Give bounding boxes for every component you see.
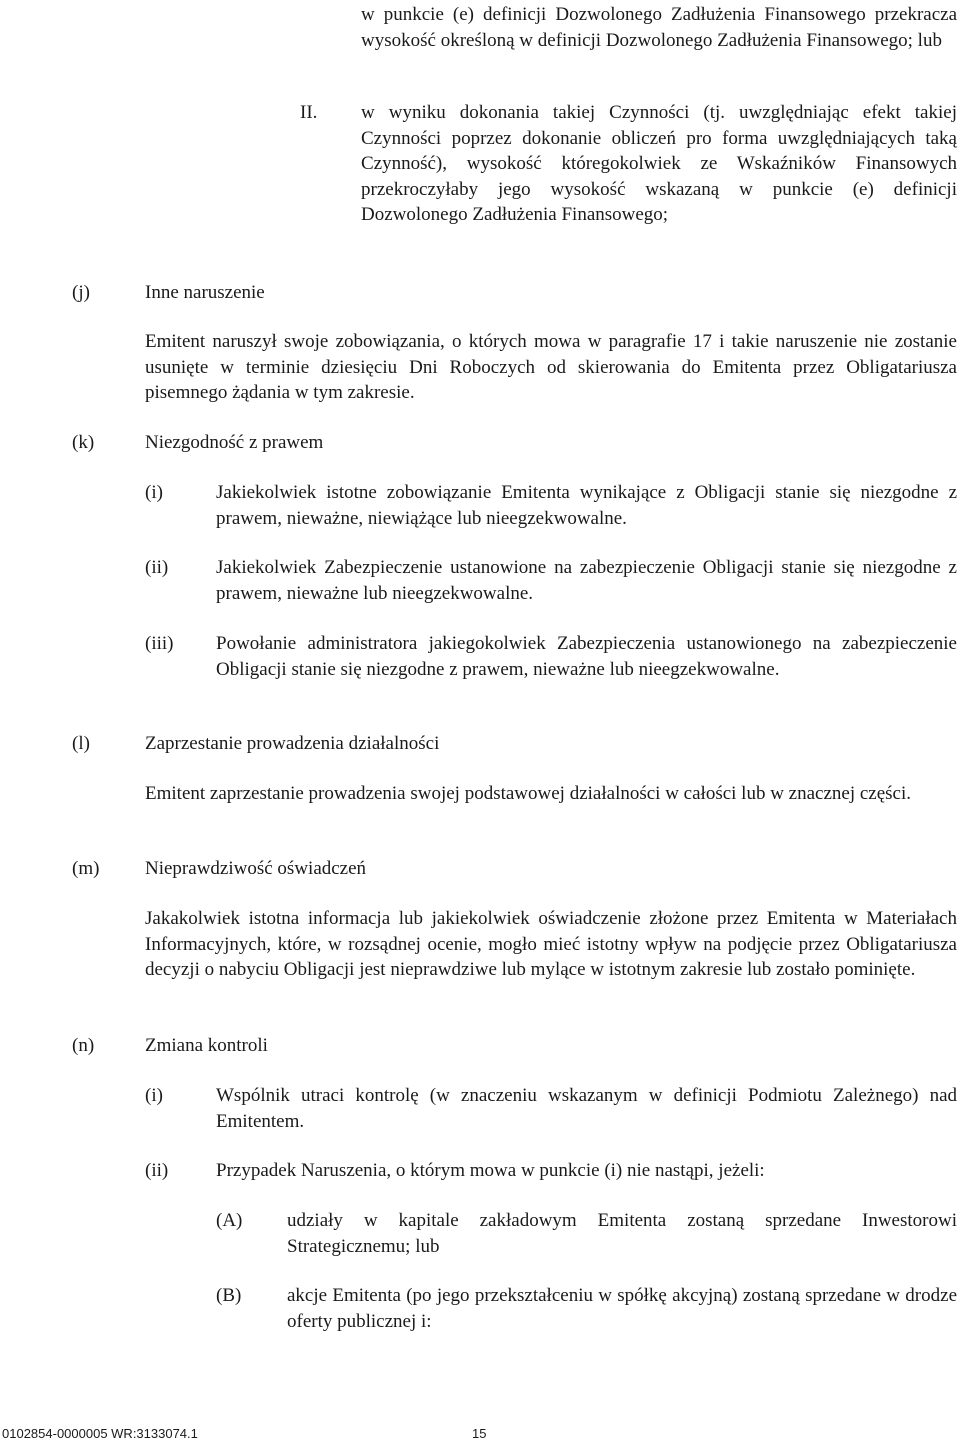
section-l-heading: Zaprzestanie prowadzenia działalności [145, 733, 440, 754]
section-l-body: Emitent zaprzestanie prowadzenia swojej podstawowej działalności w całości lub w znacznej części. [145, 783, 912, 804]
section-m-body: Jakakolwiek istotna informacja lub jakiekolwiek oświadczenie złożone przez Emitenta w Materiałach Informacyjnych, które, w rozsądnej ocenie, mogło mieć istotny wpływ na podjęcie przez Obligatariusza decyzji o nabyciu Obligacji jest nieprawdziwe lub mylące w istotnym zakresie lub zostało pominięte. [145, 908, 957, 980]
section-j-marker: (j) [72, 282, 90, 303]
section-k-item-2-marker: (ii) [145, 557, 169, 578]
section-n-subitem-A-text: udziały w kapitale zakładowym Emitenta zostaną sprzedane Inwestorowi Strategicznemu; lub [287, 1210, 957, 1257]
item-II-text: w wyniku dokonania takiej Czynności (tj. uwzględniając efekt takiej Czynności poprzez dokonanie obliczeń pro forma uwzględniających taką Czynność), wysokość któregokolwiek ze Wskaźników Finansowych przekroczyłaby jego wysokość wskazaną w punkcie (e) definicji Dozwolonego Zadłużenia Finansowego; [361, 102, 957, 225]
section-n-subitem-A-marker: (A) [216, 1210, 243, 1231]
section-l-marker: (l) [72, 733, 90, 754]
section-k-heading: Niezgodność z prawem [145, 432, 324, 453]
section-n-subitem-B-text: akcje Emitenta (po jego przekształceniu w spółkę akcyjną) zostaną sprzedane w drodze oferty publicznej i: [287, 1285, 957, 1332]
section-n-item-2-text: Przypadek Naruszenia, o którym mowa w punkcie (i) nie nastąpi, jeżeli: [216, 1160, 765, 1181]
section-n-item-1-text: Wspólnik utraci kontrolę (w znaczeniu wskazanym w definicji Podmiotu Zależnego) nad Emitentem. [216, 1085, 957, 1132]
section-n-item-1-marker: (i) [145, 1085, 163, 1106]
section-k-item-1-marker: (i) [145, 482, 163, 503]
section-m-marker: (m) [72, 858, 100, 879]
section-k-marker: (k) [72, 432, 95, 453]
section-n-subitem-B-marker: (B) [216, 1285, 242, 1306]
section-n-marker: (n) [72, 1035, 95, 1056]
section-k-item-2-text: Jakiekolwiek Zabezpieczenie ustanowione na zabezpieczenie Obligacji stanie się niezgodne z prawem, nieważne lub nieegzekwowalne. [216, 557, 957, 604]
section-n-heading: Zmiana kontroli [145, 1035, 268, 1056]
section-k-item-3-marker: (iii) [145, 633, 174, 654]
footer-document-id: 0102854-0000005 WR:3133074.1 [2, 1426, 198, 1441]
section-m-heading: Nieprawdziwość oświadczeń [145, 858, 367, 879]
section-n-item-2-marker: (ii) [145, 1160, 169, 1181]
item-II-marker: II. [300, 102, 318, 123]
continuation-paragraph: w punkcie (e) definicji Dozwolonego Zadłużenia Finansowego przekracza wysokość określoną w definicji Dozwolonego Zadłużenia Finansowego; lub [361, 4, 957, 51]
section-j-body: Emitent naruszył swoje zobowiązania, o których mowa w paragrafie 17 i takie naruszenie nie zostanie usunięte w terminie dziesięciu Dni Roboczych od skierowania do Emitenta przez Obligatariusza pisemnego żądania w tym zakresie. [145, 331, 957, 403]
section-j-heading: Inne naruszenie [145, 282, 265, 303]
page-number: 15 [472, 1426, 487, 1441]
section-k-item-3-text: Powołanie administratora jakiegokolwiek Zabezpieczenia ustanowionego na zabezpieczenie Obligacji stanie się niezgodne z prawem, nieważne lub nieegzekwowalne. [216, 633, 957, 680]
section-k-item-1-text: Jakiekolwiek istotne zobowiązanie Emitenta wynikające z Obligacji stanie się niezgodne z prawem, nieważne, niewiążące lub nieegzekwowalne. [216, 482, 957, 529]
